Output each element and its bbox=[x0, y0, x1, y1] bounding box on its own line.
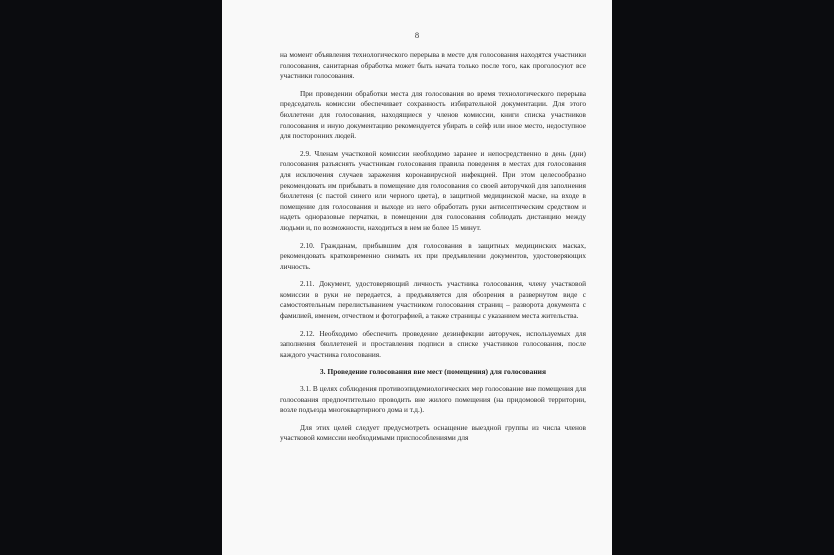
paragraph-2-11: 2.11. Документ, удостоверяющий личность участника голосования, члену участковой комиссии в руки не передается, а предъявляется для обозрения в развернутом виде с самостоятельным перелистыванием участником голосования страниц – разворота документа с фамилией, именем, отчеством и фотографией, а также страницы с указанием места жительства. bbox=[280, 279, 586, 321]
paragraph-2-12: 2.12. Необходимо обеспечить проведение дезинфекции авторучек, используемых для заполнения бюллетеней и проставления подписи в списке участников голосования, после каждого участника голосования. bbox=[280, 328, 586, 359]
paragraph-3-1: 3.1. В целях соблюдения противоэпидемиологических мер голосование вне помещения для голосования предпочтительно проводить вне жилого помещения (на придомовой территории, возле подъезда многоквартирного дома и т.д.). bbox=[280, 384, 586, 415]
paragraph-2-10: 2.10. Гражданам, прибывшим для голосования в защитных медицинских масках, рекомендовать кратковременно снимать их при предъявлении документов, удостоверяющих личность. bbox=[280, 240, 586, 271]
document-body bbox=[280, 50, 586, 451]
paragraph-2-9: 2.9. Членам участковой комиссии необходимо заранее и непосредственно в день (дни) голосования разъяснять участникам голосования правила поведения в местах для голосования для исключения случаев заражения коронавирусной инфекцией. При этом целесообразно рекомендовать им прибывать в помещение для голосования со своей авторучкой для заполнения бюллетеня (с пастой синего или черного цвета), в защитной медицинской маске, на входе в помещение для голосования и выходе из него обработать руки антисептическим средством и надеть одноразовые перчатки, в помещении для голосования соблюдать дистанцию между людьми и, по возможности, находиться в нем не более 15 минут. bbox=[280, 148, 586, 232]
document-page bbox=[222, 0, 612, 555]
section-heading: 3. Проведение голосования вне мест (помещения) для голосования bbox=[319, 367, 547, 377]
paragraph-continuation: на момент объявления технологического перерыва в месте для голосования находятся участники голосования, санитарная обработка может быть начата только после того, как проголосуют все участники голосования. bbox=[280, 50, 586, 81]
paragraph-outside-voting: Для этих целей следует предусмотреть оснащение выездной группы из числа членов участковой комиссии необходимыми приспособлениями для bbox=[280, 422, 586, 443]
paragraph-documentation-safety: При проведении обработки места для голосования во время технологического перерыва председатель комиссии обеспечивает сохранность избирательной документации. Для этого бюллетени для голосования, находящиеся у членов комиссии, книги списка участников голосования и иную документацию рекомендуется убирать в сейф или иное место, недоступное для посторонних людей. bbox=[280, 88, 586, 141]
page-number: 8 bbox=[414, 30, 420, 40]
